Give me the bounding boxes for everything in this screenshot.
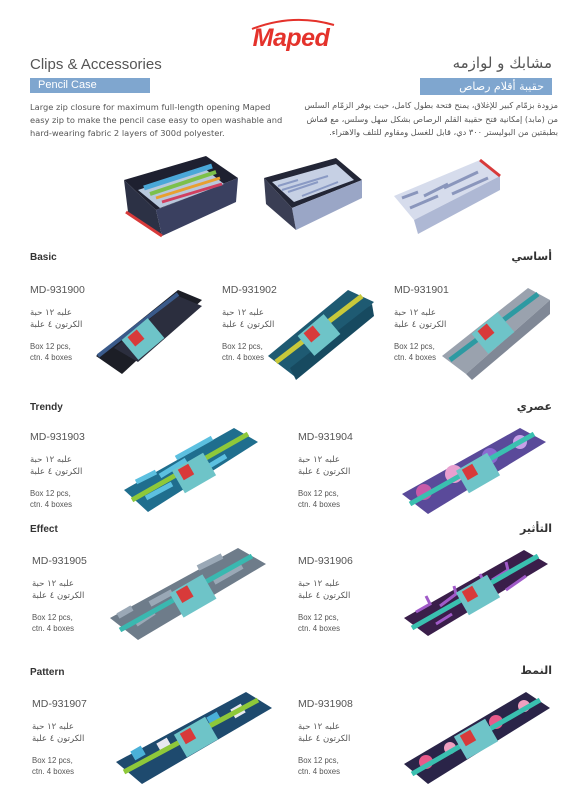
pencil-case-image-931905: [102, 538, 272, 648]
product-qty-ar: علبه ١٢ حبة: [298, 455, 340, 465]
product-qty-ar: علبه ١٢ حبة: [394, 308, 436, 318]
product-md-931903: [30, 431, 85, 510]
product-md-931906: [298, 555, 353, 634]
section-title-basic: Basic: [30, 252, 57, 263]
product-carton-ar: الكرتون ٤ علبة: [32, 734, 85, 744]
product-carton-qty: ctn. 4 boxes: [30, 500, 73, 509]
product-carton-ar: الكرتون ٤ علبة: [298, 734, 351, 744]
product-box-qty: Box 12 pcs,: [30, 342, 71, 351]
pencil-case-image-931902: [262, 282, 382, 382]
product-code: MD-931908: [298, 698, 353, 710]
pencil-case-image-931904: [394, 420, 554, 520]
product-carton-qty: ctn. 4 boxes: [30, 353, 73, 362]
open-pencil-case-image: [116, 150, 244, 242]
pencil-case-image-931908: [396, 684, 556, 788]
product-code: MD-931900: [30, 284, 85, 296]
product-box-qty: Box 12 pcs,: [298, 756, 339, 765]
category-band-ar: حقيبة أقلام رصاص: [420, 78, 552, 95]
product-qty-ar: علبه ١٢ حبة: [298, 722, 340, 732]
product-code: MD-931902: [222, 284, 277, 296]
product-carton-qty: ctn. 4 boxes: [298, 767, 341, 776]
product-code: MD-931903: [30, 431, 85, 443]
product-carton-ar: الكرتون ٤ علبة: [298, 591, 351, 601]
product-qty-ar: علبه ١٢ حبة: [30, 308, 72, 318]
open-empty-pencil-case-image: [258, 150, 368, 242]
product-carton-qty: ctn. 4 boxes: [222, 353, 265, 362]
section-title-effect: Effect: [30, 524, 58, 535]
product-qty-ar: علبه ١٢ حبة: [298, 579, 340, 589]
product-md-931908: [298, 698, 353, 777]
product-box-qty: Box 12 pcs,: [32, 756, 73, 765]
product-carton-qty: ctn. 4 boxes: [394, 353, 437, 362]
product-box-qty: Box 12 pcs,: [298, 613, 339, 622]
product-box-qty: Box 12 pcs,: [30, 489, 71, 498]
page-title-en: Clips & Accessories: [30, 56, 162, 73]
product-carton-qty: ctn. 4 boxes: [298, 624, 341, 633]
pencil-case-image-931906: [396, 542, 556, 642]
pencil-case-image-931901: [436, 282, 556, 382]
section-title-effect-ar: التأثير: [520, 522, 552, 535]
section-title-pattern: Pattern: [30, 667, 65, 678]
logo-swoosh-icon: [248, 17, 338, 31]
closed-pencil-case-image: [388, 150, 504, 242]
product-carton-ar: الكرتون ٤ علبة: [32, 591, 85, 601]
product-carton-ar: الكرتون ٤ علبة: [298, 467, 351, 477]
maped-logo: [0, 24, 582, 53]
product-qty-ar: علبه ١٢ حبة: [32, 722, 74, 732]
product-carton-qty: ctn. 4 boxes: [298, 500, 341, 509]
product-box-qty: Box 12 pcs,: [298, 489, 339, 498]
product-qty-ar: علبه ١٢ حبة: [32, 579, 74, 589]
product-md-931905: [32, 555, 87, 634]
product-carton-qty: ctn. 4 boxes: [32, 767, 75, 776]
section-title-basic-ar: أساسي: [511, 250, 552, 263]
section-title-pattern-ar: النمط: [520, 664, 552, 677]
product-carton-ar: الكرتون ٤ علبة: [30, 320, 83, 330]
description-en: Large zip closure for maximum full-length opening Maped easy zip to make the pencil case easy to open washable and hard-wearing fabric 2 layers of 300d polyester.: [30, 102, 283, 138]
product-carton-ar: الكرتون ٤ علبة: [222, 320, 275, 330]
product-code: MD-931905: [32, 555, 87, 567]
product-qty-ar: علبه ١٢ حبة: [222, 308, 264, 318]
product-md-931904: [298, 431, 353, 510]
product-box-qty: Box 12 pcs,: [222, 342, 263, 351]
product-md-931900: [30, 284, 85, 363]
description-ar: مزودة بزمّام كبير للإغلاق، يمنح فتحة بطول كامل، حيث يوفر الزمّام السلس من (مابد) إمكانية فتح حقيبة القلم الرصاص بشكل سهل وسلس، مع قماش بطبقتين من البوليستر ٣٠٠ دي، قابل للغسل ومقاوم للتلف والاهتراء.: [304, 100, 558, 137]
section-title-trendy: Trendy: [30, 402, 63, 413]
product-box-qty: Box 12 pcs,: [32, 613, 73, 622]
product-code: MD-931904: [298, 431, 353, 443]
product-code: MD-931907: [32, 698, 87, 710]
category-band-en: Pencil Case: [30, 78, 150, 93]
product-box-qty: Box 12 pcs,: [394, 342, 435, 351]
page-title-ar: مشابك و لوازمه: [452, 54, 552, 72]
product-code: MD-931901: [394, 284, 449, 296]
pencil-case-image-931903: [116, 420, 266, 520]
section-title-trendy-ar: عصري: [516, 400, 552, 413]
product-carton-ar: الكرتون ٤ علبة: [30, 467, 83, 477]
product-qty-ar: علبه ١٢ حبة: [30, 455, 72, 465]
product-code: MD-931906: [298, 555, 353, 567]
pencil-case-image-931900: [90, 282, 210, 382]
brand-name: Maped: [252, 24, 330, 52]
pencil-case-image-931907: [108, 684, 278, 788]
product-carton-ar: الكرتون ٤ علبة: [394, 320, 447, 330]
product-md-931907: [32, 698, 87, 777]
product-carton-qty: ctn. 4 boxes: [32, 624, 75, 633]
